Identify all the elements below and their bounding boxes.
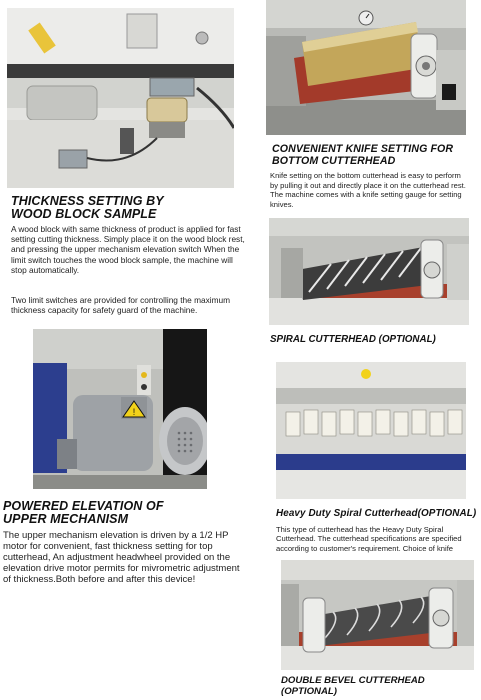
heavy-duty-spiral-heading: Heavy Duty Spiral Cutterhead(OPTIONAL)	[276, 508, 477, 519]
spiral-cutterhead-caption: SPIRAL CUTTERHEAD (OPTIONAL)	[270, 334, 436, 345]
heavy-duty-spiral-photo	[276, 362, 466, 499]
limit-switch-paragraph: Two limit switches are provided for controlling the maximum thickness capacity for safety guard of the machine.	[11, 295, 231, 316]
powered-elevation-paragraph: The upper mechanism elevation is driven by a 1/2 HP motor for convenient, fast thickness setting for top cutterhead, An adjustment headwheel provided on the elevation drive motor permits for mivrometric adjustment of thickness.Both before and after this device!	[3, 530, 240, 585]
svg-text:!: !	[132, 407, 136, 417]
knife-setting-heading	[272, 143, 453, 167]
heading-line: CONVENIENT KNIFE SETTING FOR	[272, 143, 454, 155]
heading-line: BOTTOM CUTTERHEAD	[272, 155, 396, 167]
caption-line: DOUBLE BEVEL CUTTERHEAD	[281, 675, 425, 686]
heading-line: UPPER MECHANISM	[3, 512, 129, 526]
heading-line: THICKNESS SETTING BY	[11, 194, 164, 208]
caption-line: (OPTIONAL)	[281, 685, 337, 697]
knife-setting-paragraph: Knife setting on the bottom cutterhead is easy to perform by pulling it out and directly place it on the cutterhead rest. The machine comes with a knife setting gauge for setting knives.	[270, 171, 466, 209]
double-bevel-photo	[281, 560, 474, 670]
heavy-duty-spiral-paragraph: This type of cutterhead has the Heavy Duty Spiral Cutterhead. The cutterhead specifications are specified according to customer's requirement. Choice of knife	[276, 525, 462, 553]
double-bevel-caption	[281, 676, 425, 697]
spiral-cutterhead-photo	[269, 218, 469, 325]
wood-block-limit-switch-photo	[7, 8, 234, 188]
heading-line: WOOD BLOCK SAMPLE	[11, 207, 157, 221]
knife-setting-photo	[266, 0, 466, 135]
thickness-setting-heading	[11, 195, 164, 221]
powered-elevation-heading	[3, 500, 164, 526]
heading-line: POWERED ELEVATION OF	[3, 499, 164, 513]
thickness-setting-paragraph: A wood block with same thickness of product is applied for fast setting cutting thickness. Simply place it on the wood block rest, and pressing the upper mechanism elevation switch When the limit switch touches the wood block sample, the machine will stop automatically.	[11, 224, 245, 275]
elevation-motor-photo	[33, 329, 207, 489]
